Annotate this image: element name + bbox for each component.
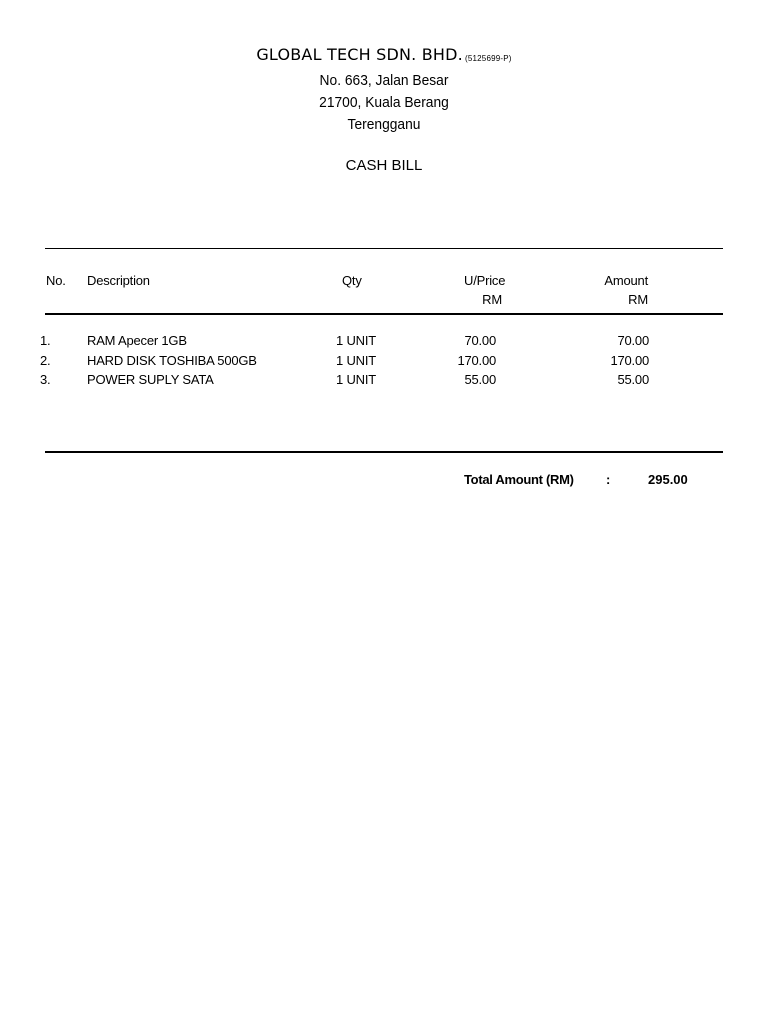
- row-no: 2.: [40, 353, 51, 368]
- row-qty: 1 UNIT: [336, 372, 376, 387]
- header-amount: Amount: [604, 273, 648, 288]
- row-qty: 1 UNIT: [336, 333, 376, 348]
- row-amount: 70.00: [617, 333, 649, 348]
- total-separator: :: [606, 472, 611, 487]
- row-description: HARD DISK TOSHIBA 500GB: [87, 353, 257, 368]
- total-label: Total Amount (RM): [464, 472, 574, 487]
- row-unit-price: 55.00: [464, 372, 496, 387]
- company-name-line: [0, 44, 768, 70]
- row-no: 3.: [40, 372, 51, 387]
- table-row: [0, 333, 768, 352]
- header-qty: Qty: [342, 273, 362, 288]
- row-no: 1.: [40, 333, 51, 348]
- row-amount: 55.00: [617, 372, 649, 387]
- table-header-divider: [45, 313, 723, 315]
- row-amount: 170.00: [610, 353, 649, 368]
- row-unit-price: 170.00: [457, 353, 496, 368]
- table-top-divider: [45, 248, 723, 249]
- address-line-3: Terengganu: [347, 116, 421, 133]
- table-row: [0, 372, 768, 391]
- row-qty: 1 UNIT: [336, 353, 376, 368]
- header-description: Description: [87, 273, 150, 288]
- table-row: [0, 353, 768, 372]
- header-unit-price: U/Price: [464, 273, 506, 288]
- table-bottom-divider: [45, 451, 723, 453]
- header-no: No.: [46, 273, 66, 288]
- company-registration-number: (5125699-P): [464, 54, 512, 63]
- header-unit-price-currency: RM: [482, 292, 502, 307]
- row-description: POWER SUPLY SATA: [87, 372, 214, 387]
- row-description: RAM Apecer 1GB: [87, 333, 187, 348]
- address-line-1: No. 663, Jalan Besar: [319, 72, 449, 89]
- header-amount-currency: RM: [628, 292, 648, 307]
- document-title: CASH BILL: [345, 157, 423, 174]
- bill-header: [0, 44, 768, 176]
- row-unit-price: 70.00: [464, 333, 496, 348]
- company-name: GLOBAL TECH SDN. BHD.: [256, 45, 463, 64]
- total-value: 295.00: [648, 472, 688, 487]
- address-line-2: 21700, Kuala Berang: [319, 94, 449, 111]
